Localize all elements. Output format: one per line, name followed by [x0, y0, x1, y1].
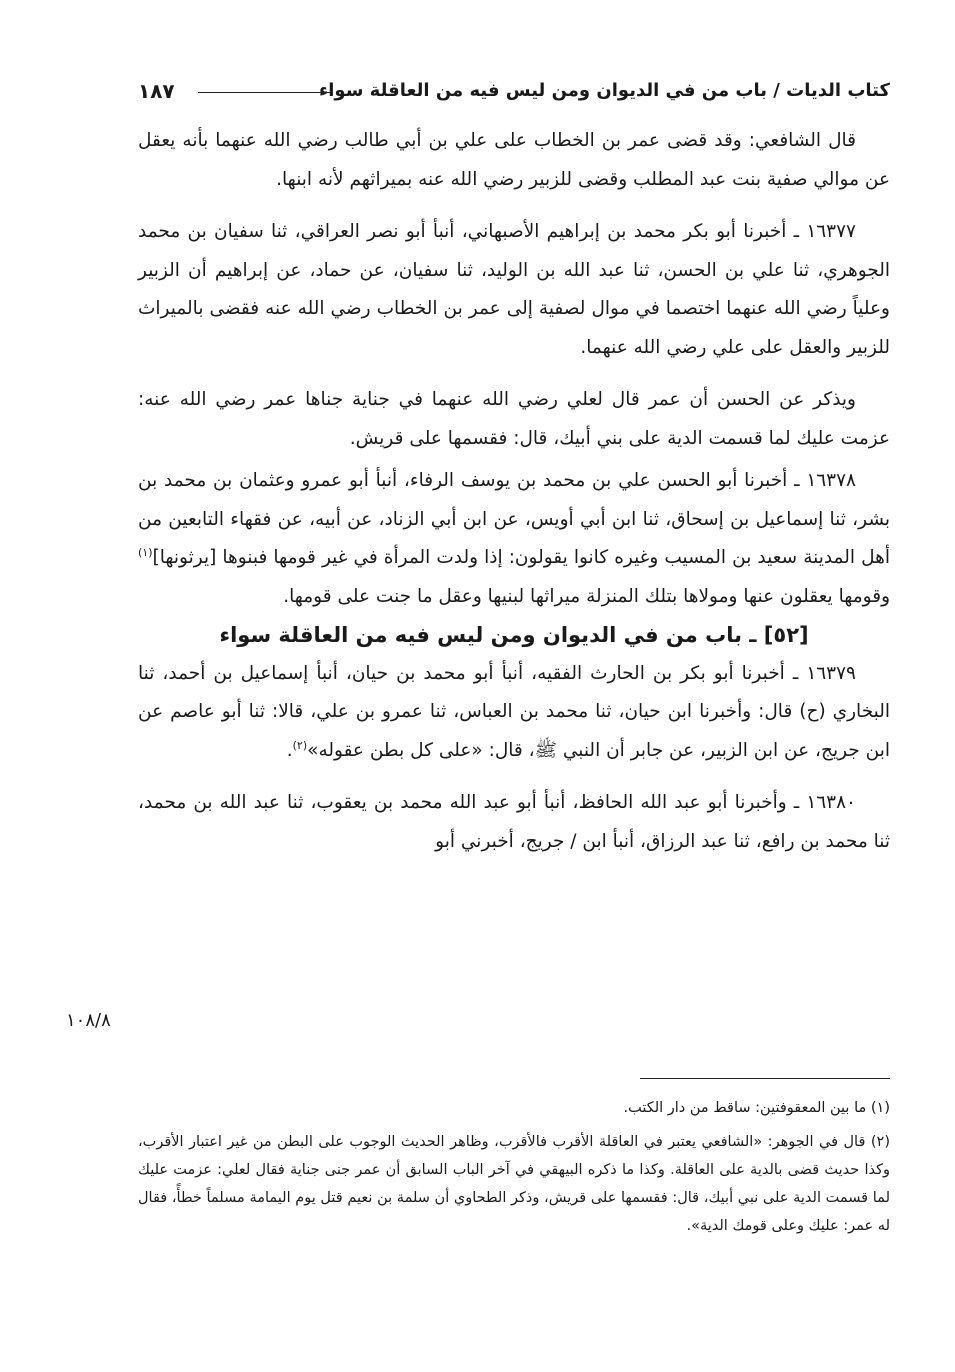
hadith-16378-text-end: وقومها يعقلون عنها ومولاها بتلك المنزلة ميراثها لبنيها وعقل ما جنت على قومها.	[283, 585, 890, 607]
running-title: كتاب الديات / باب من في الديوان ومن ليس فيه من العاقلة سواء	[319, 80, 890, 101]
running-header	[138, 78, 890, 118]
footnote-2: (٢) قال في الجوهر: «الشافعي يعتبر في العاقلة الأقرب فالأقرب، وظاهر الحديث الوجوب على البطن من غير اعتبار الأقرب، وكذا حديث قضى بالدية على العاقلة. وكذا ما ذكره البيهقي في آخر الباب السابق أن عمر جنى جناية فقال لعلي: عزمت عليك لما قسمت الدية على نبي أبيك، قال: فقسمها على قريش، وذكر الطحاوي أن سلمة بن نعيم قتل يوم اليمامة مسلماً خطأً، فقال له عمر: عليك وعلى قومك الدية».	[138, 1134, 890, 1234]
page-number: ١٨٧	[138, 79, 175, 103]
hadith-16379-text-end: .	[286, 739, 293, 761]
main-text	[138, 122, 890, 861]
footnote-1: (١) ما بين المعقوفتين: ساقط من دار الكتب.	[623, 1100, 890, 1116]
footnote-ref-1[interactable]: (١)	[138, 545, 153, 559]
hadith-16378-text: ١٦٣٧٨ ـ أخبرنا أبو الحسن علي بن محمد بن يوسف الرفاء، أنبأ أبو عمرو وعثمان بن محمد بن بشر، ثنا إسماعيل بن إسحاق، ثنا ابن أبي أويس، عن ابن أبي الزناد، عن أبيه، عن فقهاء التابعين من أهل المدينة سعيد بن المسيب وغيره كانوا يقولون: إذا ولدت المرأة في غير قومها فبنوها [يرثونها]	[138, 470, 890, 568]
footnotes	[138, 1094, 890, 1240]
hadith-16379-text: ١٦٣٧٩ ـ أخبرنا أبو بكر بن الحارث الفقيه، أنبأ أبو محمد بن حيان، أنبأ إسماعيل بن أحمد، ثنا البخاري (ح) قال: وأخبرنا ابن حيان، ثنا محمد بن العباس، ثنا عمرو بن علي، قالا: ثنا أبو عاصم عن ابن جريج، عن ابن الزبير، عن جابر أن النبي ﷺ، قال: «على كل بطن عقوله»	[138, 662, 890, 761]
paragraph-shafii: قال الشافعي: وقد قضى عمر بن الخطاب على علي بن أبي طالب رضي الله عنهما بأنه يعقل عن موالي صفية بنت عبد المطلب وقضى للزبير رضي الله عنه بميراثهم لأنه ابنها.	[138, 130, 890, 190]
hadith-16377: ١٦٣٧٧ ـ أخبرنا أبو بكر محمد بن إبراهيم الأصبهاني، أنبأ أبو نصر العراقي، ثنا سفيان بن محمد الجوهري، ثنا علي بن الحسن، ثنا عبد الله بن الوليد، ثنا سفيان، عن حماد، عن إبراهيم أن الزبير وعلياً رضي الله عنهما اختصما في موال لصفية إلى عمر بن الخطاب رضي الله عنه فقضى بالميراث للزبير والعقل على علي رضي الله عنهما.	[138, 221, 890, 358]
paragraph-hasan: ويذكر عن الحسن أن عمر قال لعلي رضي الله عنهما في جناية جناها عمر رضي الله عنه: عزمت عليك لما قسمت الدية على بني أبيك، قال: فقسمها على قريش.	[138, 389, 890, 449]
hadith-16379	[138, 655, 890, 771]
chapter-heading: [٥٢] ـ باب من في الديوان ومن ليس فيه من العاقلة سواء	[219, 623, 809, 647]
hadith-16380: ١٦٣٨٠ ـ وأخبرنا أبو عبد الله الحافظ، أنبأ أبو عبد الله محمد بن يعقوب، ثنا عبد الله بن محمد، ثنا محمد بن رافع، ثنا عبد الرزاق، أنبأ ابن / جريج، أخبرني أبو	[138, 792, 890, 852]
footnote-ref-2[interactable]: (٢)	[292, 738, 308, 752]
footnote-separator	[640, 1078, 890, 1079]
header-rule	[198, 92, 330, 93]
hadith-16378	[138, 462, 890, 616]
margin-volume-ref: ١٠٨/٨	[66, 1010, 111, 1031]
